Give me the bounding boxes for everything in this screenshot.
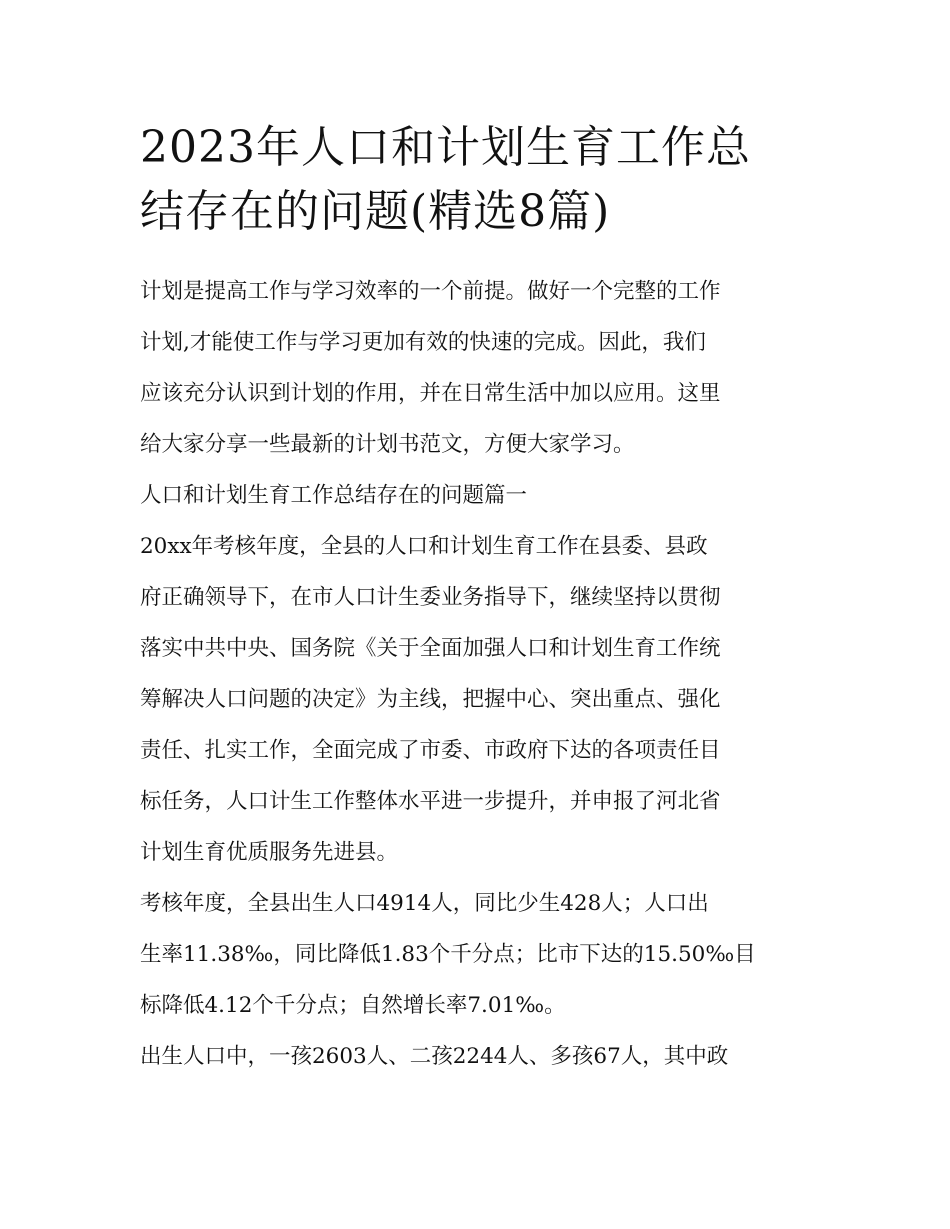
- text-line: 计划生育优质服务先进县。: [140, 840, 399, 865]
- text-line: 标任务，人口计生工作整体水平进一步提升，并申报了河北省: [140, 789, 721, 814]
- text-line: 筹解决人口问题的决定》为主线，把握中心、突出重点、强化: [140, 687, 721, 712]
- text-line: 府正确领导下，在市人口计生委业务指导下，继续坚持以贯彻: [140, 585, 721, 610]
- text-line: 给大家分享一些最新的计划书范文，方便大家学习。: [140, 432, 635, 457]
- text-line: 人口和计划生育工作总结存在的问题篇一: [140, 483, 528, 508]
- text-line: 20xx年考核年度，全县的人口和计划生育工作在县委、县政: [140, 534, 708, 559]
- paragraph-summary: [140, 521, 820, 878]
- document-body: [140, 266, 820, 1082]
- text-line: 生率11.38‰，同比降低1.83个千分点；比市下达的15.50‰目: [140, 942, 756, 967]
- title-line-1: 2023年人口和计划生育工作总: [140, 122, 751, 173]
- paragraph-intro: [140, 266, 820, 470]
- text-line: 责任、扎实工作，全面完成了市委、市政府下达的各项责任目: [140, 738, 721, 763]
- document-page: [140, 116, 820, 1082]
- document-title: [140, 116, 820, 244]
- text-line: 落实中共中央、国务院《关于全面加强人口和计划生育工作统: [140, 636, 721, 661]
- title-line-2: 结存在的问题(精选8篇): [140, 186, 611, 237]
- paragraph-births: [140, 1031, 820, 1082]
- text-line: 考核年度，全县出生人口4914人，同比少生428人；人口出: [140, 891, 709, 916]
- text-line: 标降低4.12个千分点；自然增长率7.01‰。: [140, 993, 566, 1018]
- text-line: 计划是提高工作与学习效率的一个前提。做好一个完整的工作: [140, 279, 721, 304]
- section-heading: [140, 470, 820, 521]
- text-line: 应该充分认识到计划的作用，并在日常生活中加以应用。这里: [140, 381, 721, 406]
- text-line: 出生人口中，一孩2603人、二孩2244人、多孩67人，其中政: [140, 1044, 729, 1069]
- paragraph-statistics: [140, 878, 820, 1031]
- text-line: 计划,才能使工作与学习更加有效的快速的完成。因此，我们: [140, 330, 706, 355]
